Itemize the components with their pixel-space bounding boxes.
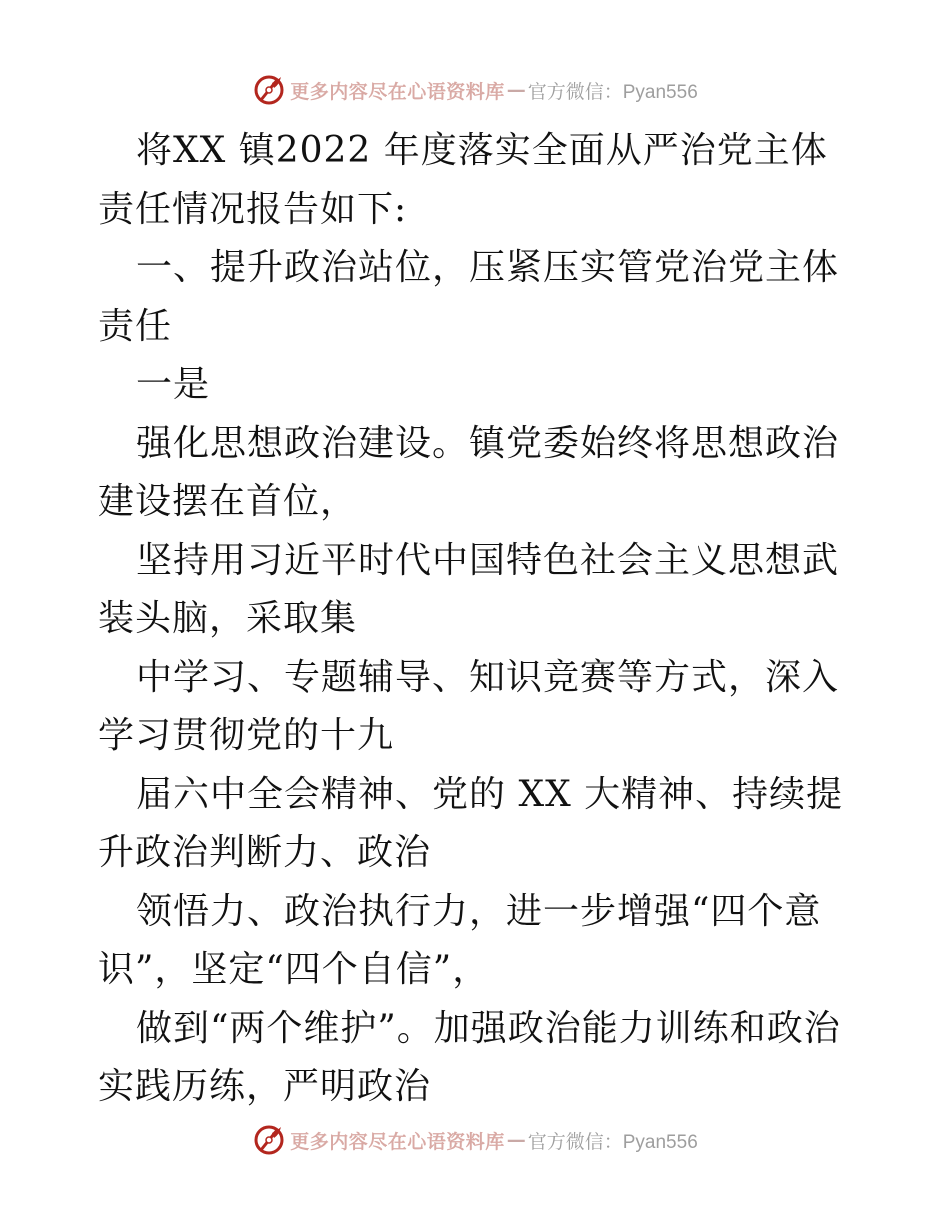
watermark-separator: — <box>506 79 526 101</box>
watermark-wechat-text: 官方微信：Pyan556 <box>527 81 698 103</box>
watermark-brand-text: 更多内容尽在心语资料库 <box>290 1130 505 1153</box>
paragraph: 届六中全会精神、党的 XX 大精神、持续提升政治判断力、政治 <box>98 773 844 873</box>
quill-pen-logo-icon <box>252 1123 286 1157</box>
section-heading: 一、提升政治站位，压紧压实管党治党主体责任 <box>98 247 840 347</box>
watermark-separator: — <box>506 1129 526 1151</box>
paragraph: 做到“两个维护”。加强政治能力训练和政治实践历练，严明政治 <box>98 1007 841 1107</box>
watermark-wechat-text: 官方微信：Pyan556 <box>527 1131 698 1153</box>
watermark-brand-text: 更多内容尽在心语资料库 <box>290 80 505 103</box>
paragraph: 一是 <box>136 364 211 405</box>
paragraph: 中学习、专题辅导、知识竞赛等方式，深入学习贯彻党的十九 <box>98 656 840 756</box>
paragraph: 强化思想政治建设。镇党委始终将思想政治建设摆在首位， <box>98 422 840 522</box>
paragraph: 领悟力、政治执行力，进一步增强“四个意识”，坚定“四个自信”， <box>98 890 822 990</box>
footer-watermark <box>0 1120 950 1160</box>
paragraph: 将XX 镇2022 年度落实全面从严治党主体责任情况报告如下: <box>98 130 828 230</box>
document-body <box>98 122 858 1117</box>
quill-pen-logo-icon <box>252 73 286 107</box>
paragraph: 坚持用习近平时代中国特色社会主义思想武装头脑，采取集 <box>98 539 840 639</box>
header-watermark <box>0 70 950 110</box>
